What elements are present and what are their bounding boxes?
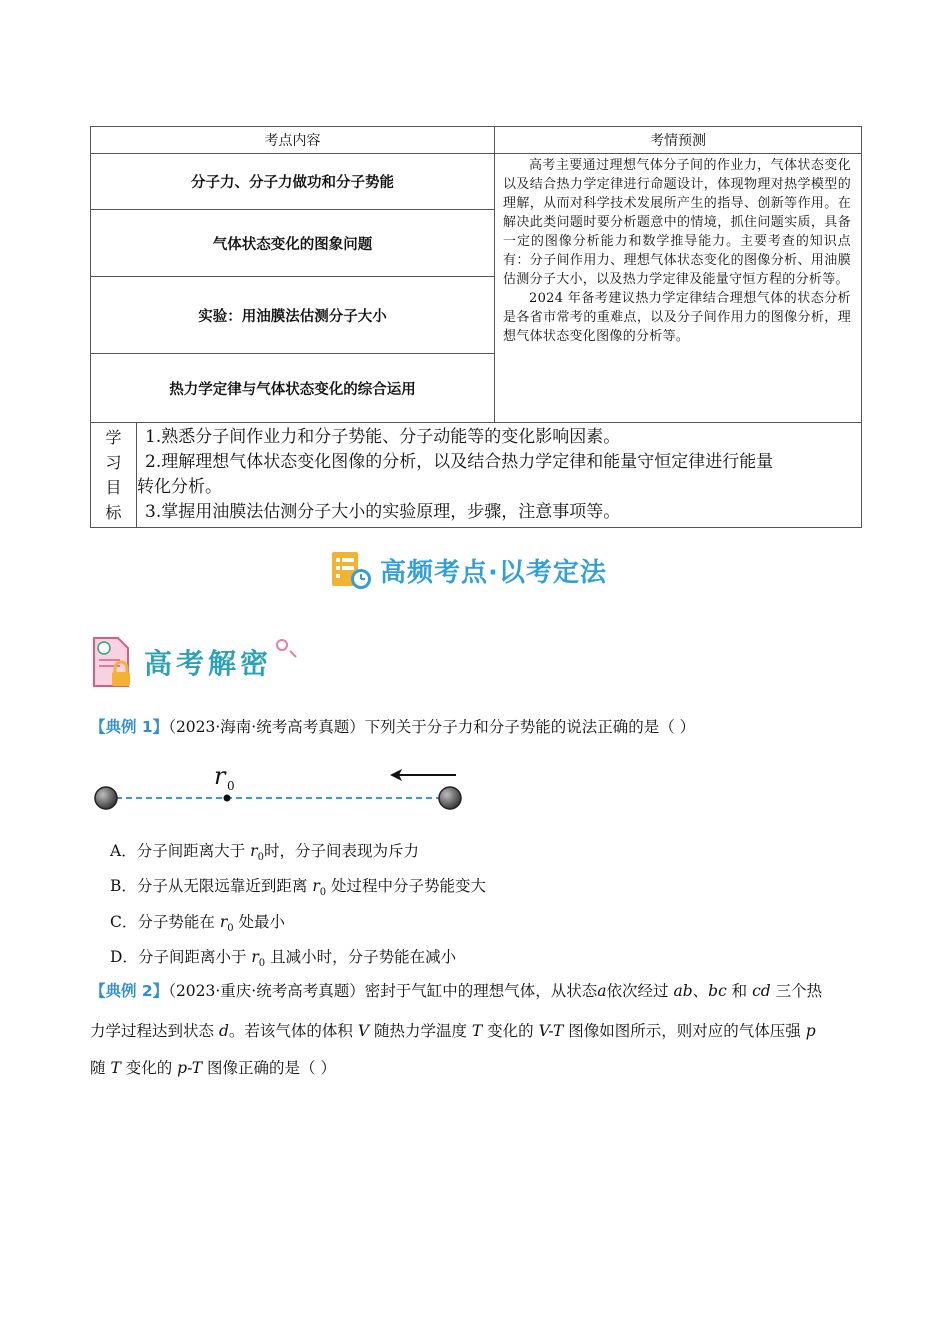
option-var: r [312, 877, 320, 895]
option-var: r [219, 913, 228, 931]
option-sub: 0 [257, 852, 264, 864]
var-ab: ab [673, 982, 693, 1000]
checklist-clock-icon [330, 549, 374, 591]
molecule-diagram [92, 758, 472, 818]
learning-goals-table [90, 422, 862, 528]
text-run: 力学过程达到状态 [90, 1022, 219, 1040]
example1-text: 下列关于分子力和分子势能的说法正确的是（ ） [364, 718, 696, 736]
option-letter: D． [110, 948, 138, 966]
forecast-cell [495, 154, 862, 423]
text-run: 依次经过 [606, 982, 674, 1000]
goal-item: 3.掌握用油膜法估测分子大小的实验原理，步骤，注意事项等。 [145, 502, 621, 522]
text-run: 、 [692, 982, 709, 1000]
goal-item: 转化分析。 [137, 477, 222, 497]
goal-item: 1.熟悉分子间作业力和分子势能、分子动能等的变化影响因素。 [145, 427, 621, 447]
var-d: d [218, 1022, 229, 1040]
option-letter: C． [110, 913, 138, 931]
goals-label [91, 423, 137, 528]
topic-cell: 热力学定律与气体状态变化的综合运用 [91, 354, 495, 423]
forecast-paragraph: 高考主要通过理想气体分子间的作业力，气体状态变化以及结合热力学定律进行命题设计，体现物理对热学模型的理解，从而对科学技术发展所产生的指导、创新等作用。在解决此类问题时要分析题意中的情境，抓住问题实质，具备一定的图像分析能力和数学推导能力。主要考查的知识点有：分子间作用力、理想气体状态变化的图像分析、用油膜估测分子大小，以及热力学定律及能量守恒方程的分析等。 [503, 158, 851, 287]
forecast-paragraph: 2024 年备考建议热力学定律结合理想气体的状态分析是各省市常考的重难点，以及分子间作用力的图像分析，理想气体状态变化图像的分析等。 [503, 291, 851, 344]
r0-label: r [214, 762, 226, 790]
r0-subscript: 0 [227, 779, 235, 793]
text-run: 变化的 [120, 1059, 178, 1077]
option-c[interactable] [110, 911, 285, 940]
var-bc: bc [708, 982, 727, 1000]
example2-line-2 [90, 1020, 816, 1042]
option-a[interactable] [110, 840, 419, 869]
molecule-right [439, 787, 461, 809]
text-run: 图像正确的是（ ） [202, 1059, 336, 1077]
topic-cell: 气体状态变化的图象问题 [91, 210, 495, 277]
text-run: 图像如图所示，则对应的气体压强 [563, 1022, 806, 1040]
example1-source: （2023·海南·统考高考真题） [168, 718, 365, 736]
option-sub: 0 [227, 923, 234, 935]
goals-label-char: 习 [105, 453, 122, 472]
table-header-topic: 考点内容 [91, 127, 495, 154]
text-run: 密封于气缸中的理想气体，从状态 [364, 982, 598, 1000]
var-t: T [471, 1022, 483, 1040]
text-run: 变化的 [482, 1022, 539, 1040]
goals-label-char: 学 [105, 428, 122, 447]
banner-main-title: 高频考点·以考定法 [380, 557, 607, 588]
text-run: 。若该气体的体积 [228, 1022, 358, 1040]
example1-question [90, 716, 695, 738]
option-text: 处过程中分子势能变大 [326, 877, 487, 895]
var-pt: p-T [177, 1059, 203, 1077]
option-letter: A． [110, 842, 137, 860]
section-banner-main [330, 548, 607, 592]
r0-point [224, 795, 231, 802]
var-cd: cd [752, 982, 771, 1000]
example1-tag: 【典例 1】 [90, 718, 169, 736]
table-header-forecast: 考情预测 [495, 127, 862, 154]
option-var: r [251, 948, 259, 966]
goal-item: 2.理解理想气体状态变化图像的分析，以及结合热力学定律和能量守恒定律进行能量 [145, 452, 774, 472]
text-run: 和 [726, 982, 753, 1000]
text-run: 随 [90, 1059, 111, 1077]
var-v: V [357, 1022, 370, 1040]
example2-tag: 【典例 2】 [90, 982, 169, 1000]
topic-cell: 实验：用油膜法估测分子大小 [91, 277, 495, 354]
option-text: 分子从无限远靠近到距离 [136, 877, 313, 895]
option-sub: 0 [319, 887, 327, 899]
option-text: 分子间距离小于 [137, 948, 252, 966]
option-d[interactable] [110, 946, 456, 975]
option-letter: B． [110, 877, 137, 895]
option-sub: 0 [258, 958, 266, 970]
goals-text [137, 423, 862, 528]
option-text: 分子间距离大于 [136, 842, 251, 860]
section-banner-sub [90, 634, 302, 690]
option-text: 分子势能在 [137, 913, 220, 931]
var-p: p [805, 1022, 816, 1040]
example2-source: （2023·重庆·统考高考真题） [168, 982, 365, 1000]
goals-label-char: 标 [105, 503, 122, 522]
var-t: T [110, 1059, 121, 1077]
topic-cell: 分子力、分子力做功和分子势能 [91, 154, 495, 210]
goals-label-char: 目 [105, 478, 122, 497]
banner-sub-title: 高考解密 [144, 647, 273, 680]
option-text: 且减小时，分子势能在减小 [265, 948, 457, 966]
var-a: a [597, 982, 607, 1000]
example2-line-1 [90, 980, 822, 1002]
example2-line-3 [90, 1057, 336, 1079]
text-run: 随热力学温度 [369, 1022, 472, 1040]
sparkle-icon [272, 633, 302, 663]
option-b[interactable] [110, 875, 486, 904]
option-text: 时，分子间表现为斥力 [263, 842, 419, 860]
exam-paper-lock-icon [90, 634, 138, 690]
text-run: 三个热 [770, 982, 823, 1000]
option-text: 处最小 [233, 913, 286, 931]
var-vt: V-T [538, 1022, 564, 1040]
molecule-left [95, 787, 117, 809]
overview-table [90, 126, 862, 423]
option-var: r [250, 842, 258, 860]
